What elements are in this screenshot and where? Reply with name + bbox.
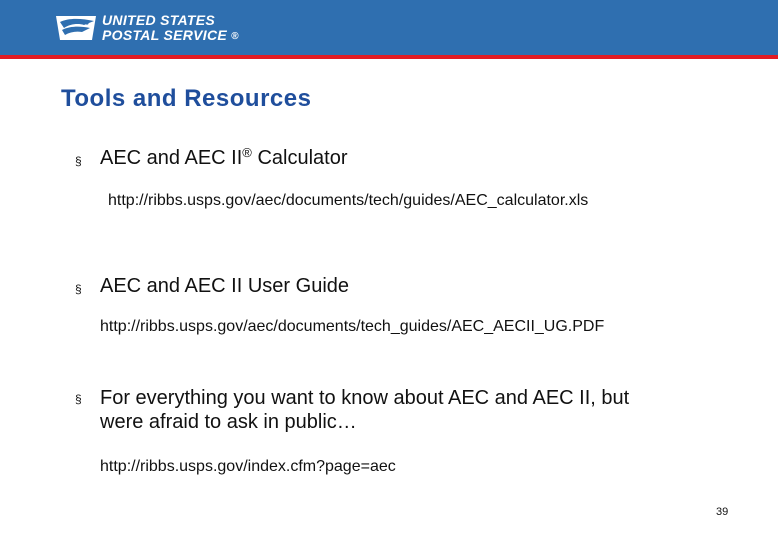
logo-wordmark bbox=[102, 13, 239, 44]
link-aec-calculator[interactable]: http://ribbs.usps.gov/aec/documents/tech/guides/AEC_calculator.xls bbox=[108, 192, 589, 209]
item-1-text: AEC and AEC II bbox=[100, 147, 243, 169]
logo-line-1: UNITED STATES bbox=[102, 11, 216, 28]
list-item-3 bbox=[100, 386, 629, 434]
bullet-1: § bbox=[75, 154, 82, 168]
list-item-1 bbox=[100, 146, 348, 170]
logo-line-2: POSTAL SERVICE bbox=[102, 26, 228, 43]
item-1-text-after: Calculator bbox=[251, 147, 348, 169]
item-1-registered: ® bbox=[242, 145, 252, 160]
eagle-icon bbox=[54, 12, 98, 44]
usps-logo bbox=[54, 10, 239, 46]
header-red-rule bbox=[0, 55, 778, 59]
page-title: Tools and Resources bbox=[61, 85, 312, 112]
link-ribbs-aec[interactable]: http://ribbs.usps.gov/index.cfm?page=aec bbox=[100, 458, 396, 475]
header-banner bbox=[0, 0, 778, 55]
bullet-2: § bbox=[75, 282, 82, 296]
list-item-2: AEC and AEC II User Guide bbox=[100, 275, 350, 297]
page-number: 39 bbox=[716, 506, 729, 518]
link-user-guide[interactable]: http://ribbs.usps.gov/aec/documents/tech_guides/AEC_AECII_UG.PDF bbox=[100, 318, 605, 335]
item-3-line-2: were afraid to ask in public… bbox=[100, 411, 357, 433]
logo-registered: ® bbox=[231, 30, 239, 42]
bullet-3: § bbox=[75, 392, 82, 406]
item-3-line-1: For everything you want to know about AEC and AEC II, but bbox=[100, 387, 630, 409]
